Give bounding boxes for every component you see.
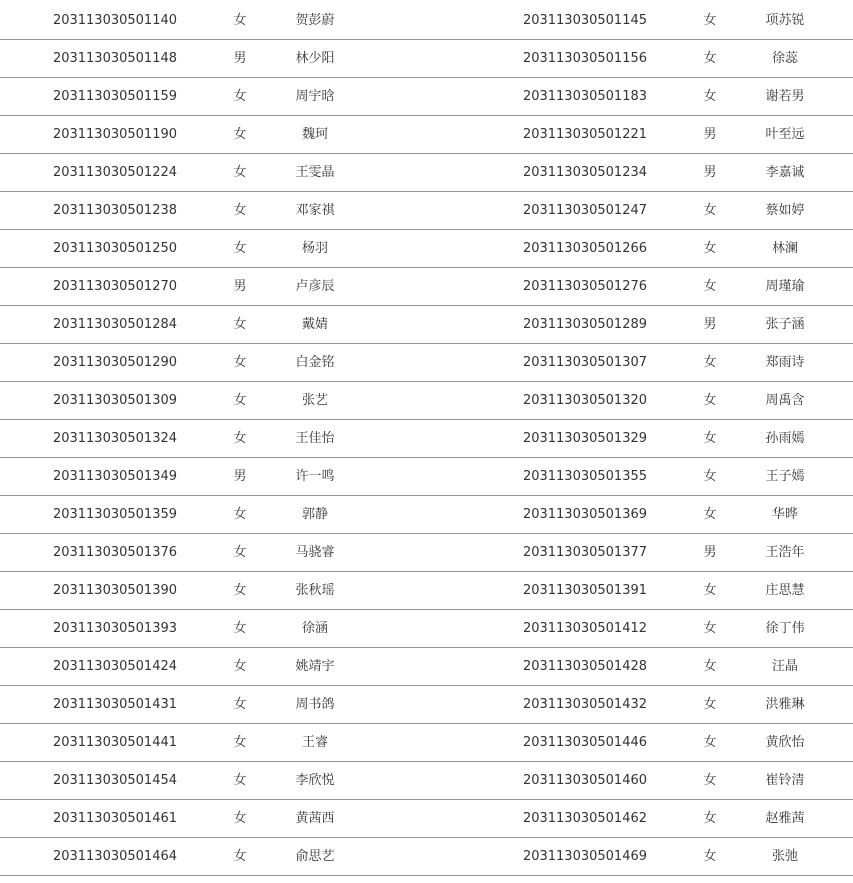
gender-cell: 女	[233, 241, 247, 256]
name-cell: 周宇晗	[295, 89, 335, 104]
table-row	[0, 306, 853, 344]
gender-cell: 女	[233, 811, 247, 826]
name-cell: 周书鸽	[295, 697, 335, 712]
gender-cell: 女	[233, 165, 247, 180]
name-cell: 张艺	[301, 393, 328, 408]
gender-cell: 女	[703, 355, 717, 370]
student-id-cell: 203113030501369	[522, 507, 648, 522]
name-cell: 戴婧	[301, 317, 328, 332]
student-id-cell: 203113030501376	[52, 545, 178, 560]
name-cell: 卢彦辰	[295, 279, 335, 294]
student-id-cell: 203113030501250	[52, 241, 178, 256]
student-id-cell: 203113030501359	[52, 507, 178, 522]
name-cell: 黄茜西	[295, 811, 335, 826]
gender-cell: 女	[703, 621, 717, 636]
table-row	[0, 800, 853, 838]
student-id-cell: 203113030501159	[52, 89, 178, 104]
gender-cell: 女	[703, 13, 717, 28]
student-id-cell: 203113030501441	[52, 735, 178, 750]
student-id-cell: 203113030501284	[52, 317, 178, 332]
student-id-cell: 203113030501190	[52, 127, 178, 142]
gender-cell: 女	[233, 583, 247, 598]
table-row	[0, 762, 853, 800]
gender-cell: 女	[703, 469, 717, 484]
gender-cell: 男	[703, 545, 717, 560]
name-cell: 许一鸣	[295, 469, 335, 484]
name-cell: 崔铃清	[765, 773, 805, 788]
student-list-table	[0, 2, 853, 876]
gender-cell: 女	[703, 697, 717, 712]
student-id-cell: 203113030501391	[522, 583, 648, 598]
name-cell: 李欣悦	[295, 773, 335, 788]
name-cell: 黄欣怡	[765, 735, 805, 750]
name-cell: 白金铭	[295, 355, 335, 370]
name-cell: 杨羽	[301, 241, 328, 256]
gender-cell: 男	[233, 51, 247, 66]
name-cell: 徐蕊	[771, 51, 798, 66]
name-cell: 贺彭蔚	[295, 13, 335, 28]
table-row	[0, 648, 853, 686]
table-row	[0, 2, 853, 40]
name-cell: 徐涵	[301, 621, 328, 636]
name-cell: 郑雨诗	[765, 355, 805, 370]
table-row	[0, 610, 853, 648]
name-cell: 项苏锐	[765, 13, 805, 28]
gender-cell: 女	[233, 659, 247, 674]
gender-cell: 女	[703, 203, 717, 218]
name-cell: 孙雨嫣	[765, 431, 805, 446]
name-cell: 洪雅琳	[765, 697, 805, 712]
table-row	[0, 154, 853, 192]
table-row	[0, 382, 853, 420]
student-id-cell: 203113030501276	[522, 279, 648, 294]
gender-cell: 女	[703, 507, 717, 522]
name-cell: 王睿	[301, 735, 328, 750]
student-id-cell: 203113030501140	[52, 13, 178, 28]
gender-cell: 男	[703, 165, 717, 180]
name-cell: 蔡如婷	[765, 203, 805, 218]
table-row	[0, 116, 853, 154]
name-cell: 王佳怡	[295, 431, 335, 446]
student-id-cell: 203113030501424	[52, 659, 178, 674]
gender-cell: 男	[703, 127, 717, 142]
gender-cell: 女	[233, 735, 247, 750]
student-id-cell: 203113030501428	[522, 659, 648, 674]
name-cell: 王雯晶	[295, 165, 335, 180]
gender-cell: 女	[233, 431, 247, 446]
table-row	[0, 268, 853, 306]
table-row	[0, 78, 853, 116]
name-cell: 邓家祺	[295, 203, 335, 218]
name-cell: 王子嫣	[765, 469, 805, 484]
gender-cell: 女	[233, 393, 247, 408]
gender-cell: 女	[703, 811, 717, 826]
student-id-cell: 203113030501431	[52, 697, 178, 712]
gender-cell: 女	[703, 431, 717, 446]
student-id-cell: 203113030501224	[52, 165, 178, 180]
gender-cell: 男	[233, 469, 247, 484]
name-cell: 张秋瑶	[295, 583, 335, 598]
name-cell: 林澜	[771, 241, 798, 256]
student-id-cell: 203113030501432	[522, 697, 648, 712]
student-id-cell: 203113030501462	[522, 811, 648, 826]
gender-cell: 女	[703, 735, 717, 750]
name-cell: 徐丁伟	[765, 621, 805, 636]
table-row	[0, 686, 853, 724]
gender-cell: 女	[233, 317, 247, 332]
student-id-cell: 203113030501221	[522, 127, 648, 142]
name-cell: 林少阳	[295, 51, 335, 66]
table-row	[0, 724, 853, 762]
name-cell: 姚靖宇	[295, 659, 335, 674]
student-id-cell: 203113030501393	[52, 621, 178, 636]
student-id-cell: 203113030501148	[52, 51, 178, 66]
table-row	[0, 496, 853, 534]
gender-cell: 女	[703, 51, 717, 66]
student-id-cell: 203113030501446	[522, 735, 648, 750]
gender-cell: 男	[703, 317, 717, 332]
gender-cell: 女	[703, 279, 717, 294]
name-cell: 李嘉诚	[765, 165, 805, 180]
table-row	[0, 40, 853, 78]
gender-cell: 女	[233, 849, 247, 864]
table-row	[0, 420, 853, 458]
student-id-cell: 203113030501460	[522, 773, 648, 788]
name-cell: 华晔	[771, 507, 798, 522]
student-id-cell: 203113030501355	[522, 469, 648, 484]
gender-cell: 女	[233, 89, 247, 104]
table-row	[0, 192, 853, 230]
student-id-cell: 203113030501145	[522, 13, 648, 28]
student-id-cell: 203113030501469	[522, 849, 648, 864]
name-cell: 魏珂	[301, 127, 328, 142]
gender-cell: 女	[703, 89, 717, 104]
name-cell: 周禹含	[765, 393, 805, 408]
student-id-cell: 203113030501349	[52, 469, 178, 484]
student-id-cell: 203113030501290	[52, 355, 178, 370]
student-id-cell: 203113030501247	[522, 203, 648, 218]
name-cell: 谢若男	[765, 89, 805, 104]
student-id-cell: 203113030501329	[522, 431, 648, 446]
gender-cell: 女	[233, 545, 247, 560]
name-cell: 王浩年	[765, 545, 805, 560]
student-id-cell: 203113030501390	[52, 583, 178, 598]
student-id-cell: 203113030501412	[522, 621, 648, 636]
name-cell: 马骁睿	[295, 545, 335, 560]
table-row	[0, 344, 853, 382]
gender-cell: 女	[703, 849, 717, 864]
gender-cell: 女	[233, 773, 247, 788]
gender-cell: 女	[233, 13, 247, 28]
name-cell: 俞思艺	[295, 849, 335, 864]
student-id-cell: 203113030501320	[522, 393, 648, 408]
table-row	[0, 458, 853, 496]
student-id-cell: 203113030501183	[522, 89, 648, 104]
table-row	[0, 230, 853, 268]
table-row	[0, 572, 853, 610]
student-id-cell: 203113030501234	[522, 165, 648, 180]
gender-cell: 女	[703, 773, 717, 788]
student-id-cell: 203113030501377	[522, 545, 648, 560]
student-id-cell: 203113030501324	[52, 431, 178, 446]
student-id-cell: 203113030501461	[52, 811, 178, 826]
table-row	[0, 838, 853, 876]
name-cell: 赵雅茜	[765, 811, 805, 826]
name-cell: 叶至远	[765, 127, 805, 142]
gender-cell: 女	[233, 697, 247, 712]
gender-cell: 女	[233, 203, 247, 218]
name-cell: 庄思慧	[765, 583, 805, 598]
gender-cell: 女	[233, 621, 247, 636]
name-cell: 周瑾瑜	[765, 279, 805, 294]
student-id-cell: 203113030501238	[52, 203, 178, 218]
name-cell: 郭静	[301, 507, 328, 522]
gender-cell: 女	[233, 507, 247, 522]
gender-cell: 女	[703, 659, 717, 674]
gender-cell: 女	[703, 241, 717, 256]
student-id-cell: 203113030501289	[522, 317, 648, 332]
gender-cell: 女	[233, 355, 247, 370]
name-cell: 张子涵	[765, 317, 805, 332]
name-cell: 张弛	[771, 849, 798, 864]
student-id-cell: 203113030501309	[52, 393, 178, 408]
gender-cell: 男	[233, 279, 247, 294]
student-id-cell: 203113030501266	[522, 241, 648, 256]
student-id-cell: 203113030501464	[52, 849, 178, 864]
gender-cell: 女	[703, 583, 717, 598]
name-cell: 汪晶	[771, 659, 798, 674]
gender-cell: 女	[233, 127, 247, 142]
student-id-cell: 203113030501307	[522, 355, 648, 370]
student-id-cell: 203113030501454	[52, 773, 178, 788]
table-row	[0, 534, 853, 572]
student-id-cell: 203113030501156	[522, 51, 648, 66]
student-id-cell: 203113030501270	[52, 279, 178, 294]
gender-cell: 女	[703, 393, 717, 408]
